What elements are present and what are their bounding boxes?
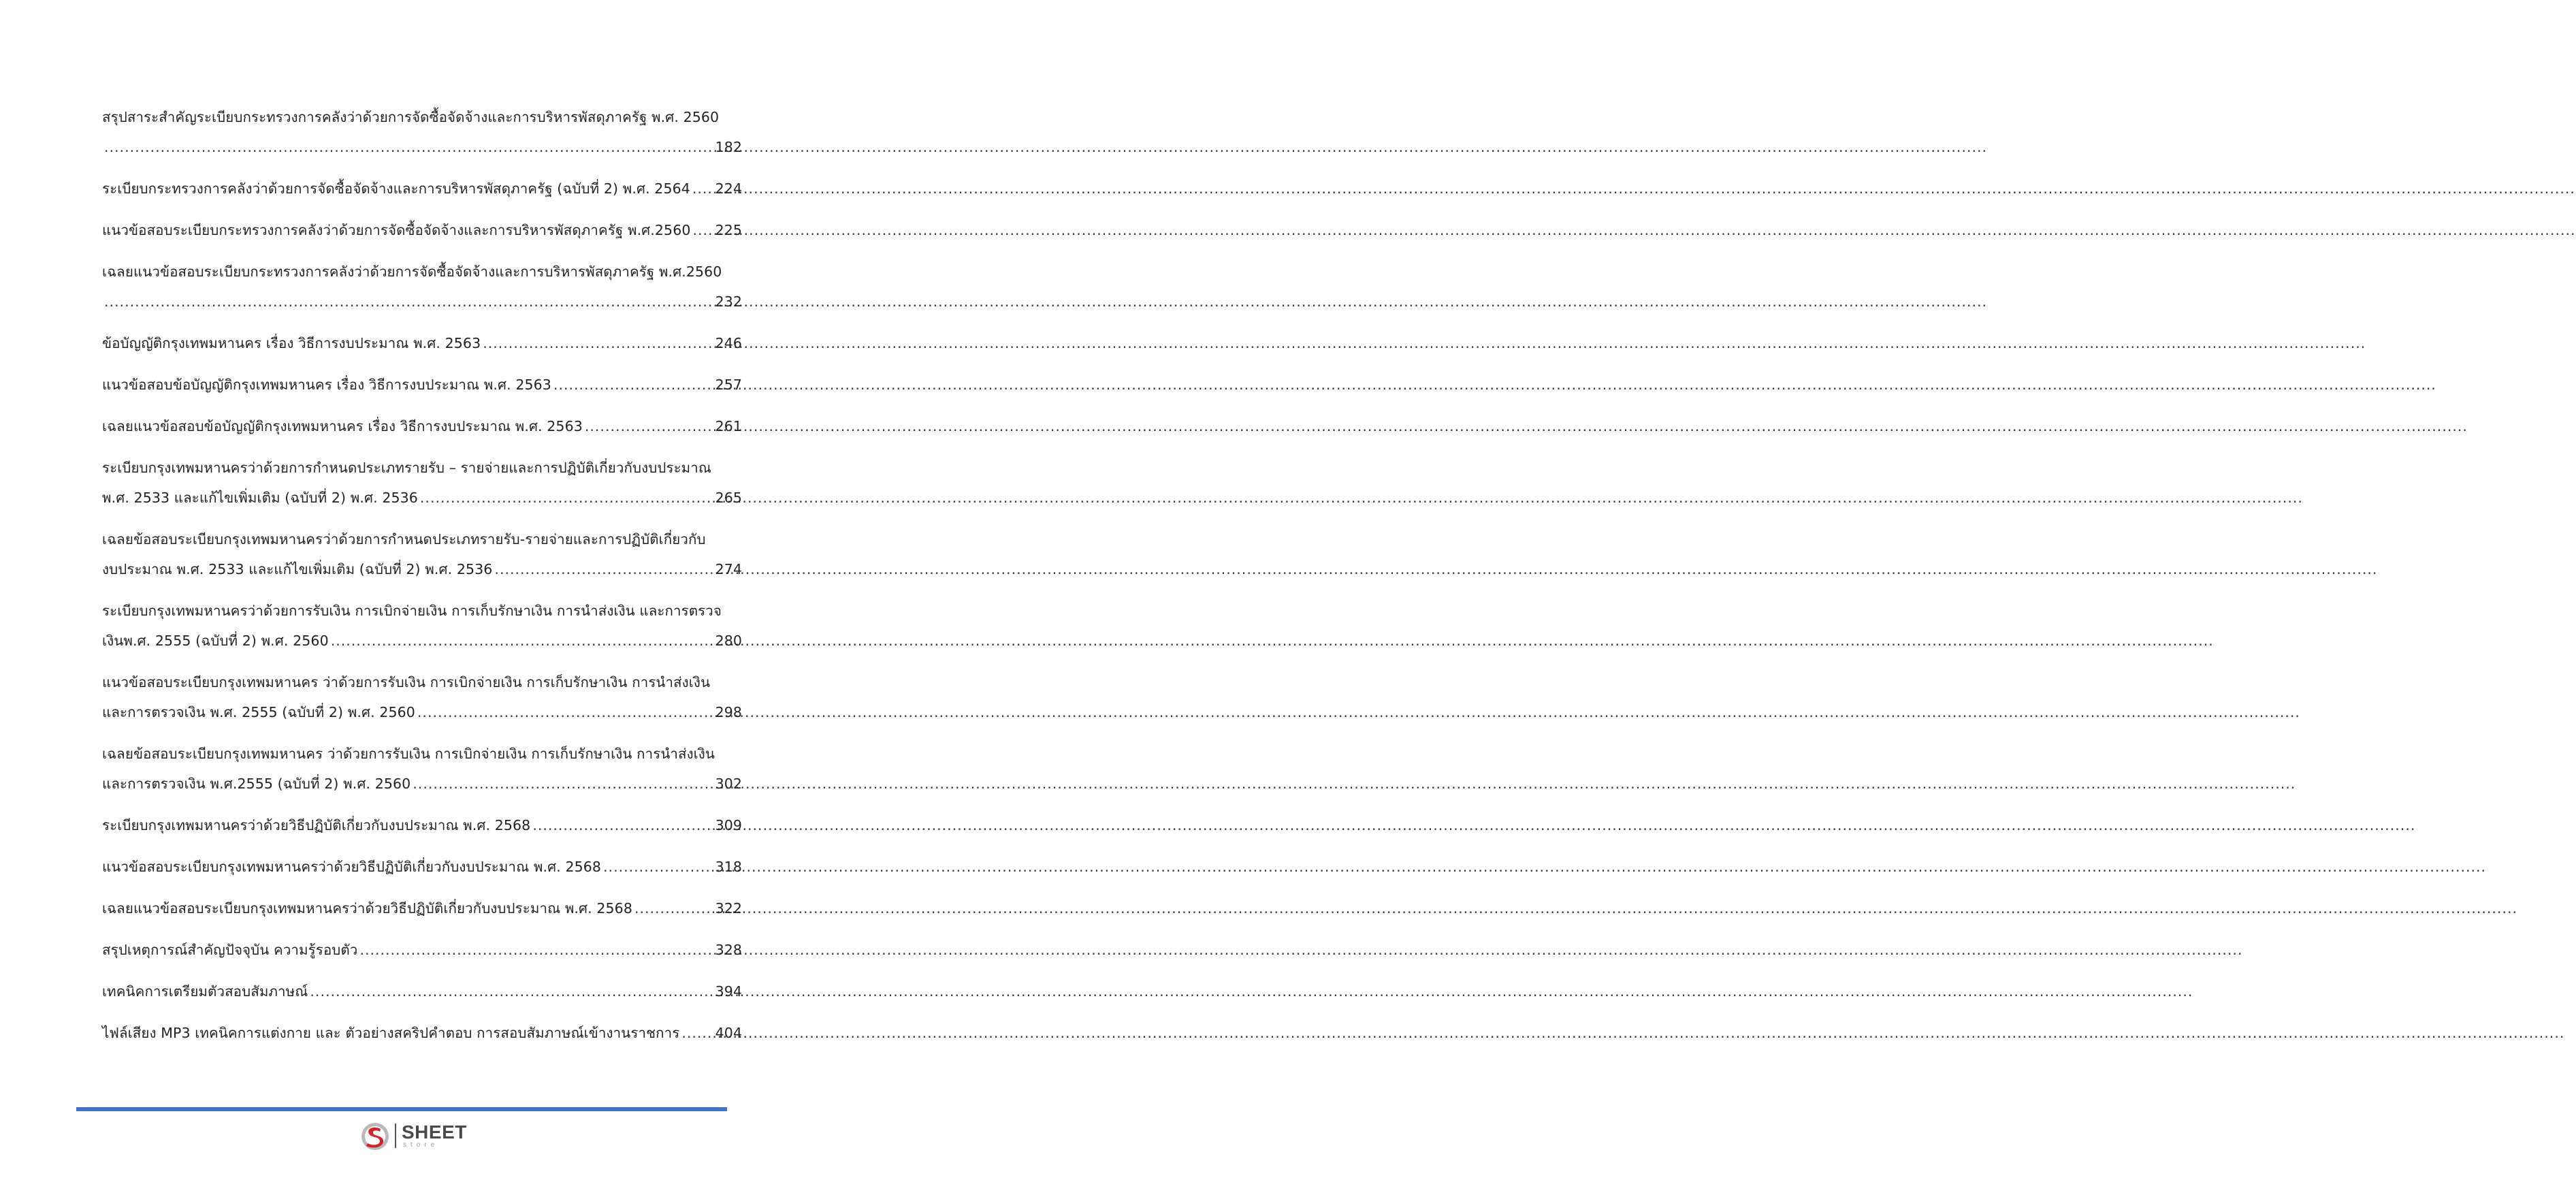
dot-leader — [681, 1018, 713, 1048]
toc-page-number: 328 — [715, 942, 742, 958]
toc-page-number: 404 — [715, 1025, 742, 1041]
toc-entry-title: สรุปเหตุการณ์สำคัญปัจจุบัน ความรู้รอบตัว — [102, 942, 358, 958]
toc-entry-line — [102, 215, 742, 245]
toc-entry-line — [102, 626, 742, 656]
toc-entry-line — [102, 174, 742, 204]
brand-name: SHEET — [402, 1121, 467, 1143]
toc-entry-title: เฉลยแนวข้อสอบข้อบัญญัติกรุงเทพมหานคร เรื่อง วิธีการงบประมาณ พ.ศ. 2563 — [102, 418, 583, 434]
toc-page-number: 280 — [715, 633, 742, 649]
toc-entry[interactable] — [102, 174, 742, 204]
dot-leader — [359, 935, 713, 965]
toc-page-number: 318 — [715, 859, 742, 875]
toc-page-number: 298 — [715, 704, 742, 720]
toc-entry-line — [102, 411, 742, 441]
toc-entry-line — [102, 554, 742, 584]
toc-entry[interactable] — [102, 739, 742, 799]
footer-divider — [76, 1107, 727, 1111]
toc-entry[interactable] — [102, 453, 742, 513]
toc-entry-title-line: ระเบียบกรุงเทพมหานครว่าด้วยการกำหนดประเภทรายรับ – รายจ่ายและการปฏิบัติเกี่ยวกับงบประมาณ — [102, 460, 712, 476]
toc-entry[interactable] — [102, 596, 742, 656]
toc-entry-line — [102, 370, 742, 400]
toc-page-number: 309 — [715, 817, 742, 833]
toc-entry-line — [102, 852, 742, 882]
toc-entry-line — [102, 1018, 742, 1048]
toc-page-number: 302 — [715, 776, 742, 792]
toc-entry[interactable] — [102, 215, 742, 245]
dot-leader — [532, 810, 713, 840]
toc-entry[interactable] — [102, 810, 742, 840]
dot-leader — [104, 287, 713, 317]
toc-entry-title: แนวข้อสอบข้อบัญญัติกรุงเทพมหานคร เรื่อง วิธีการงบประมาณ พ.ศ. 2563 — [102, 377, 551, 393]
toc-page-number: 265 — [715, 490, 742, 506]
toc-entry-title: แนวข้อสอบระเบียบกรุงเทพมหานครว่าด้วยวิธีปฏิบัติเกี่ยวกับงบประมาณ พ.ศ. 2568 — [102, 859, 602, 875]
toc-entry-title: เฉลยแนวข้อสอบระเบียบกรุงเทพมหานครว่าด้วยวิธีปฏิบัติเกี่ยวกับงบประมาณ พ.ศ. 2568 — [102, 900, 632, 917]
dot-leader — [413, 769, 713, 799]
dot-leader — [310, 976, 713, 1006]
toc-entry-line — [102, 132, 742, 162]
toc-entry-title-line: เฉลยแนวข้อสอบระเบียบกระทรวงการคลังว่าด้วยการจัดซื้อจัดจ้างและการบริหารพัสดุภาครัฐ พ.ศ.2560 — [102, 264, 722, 280]
toc-entry-line — [102, 769, 742, 799]
toc-entry[interactable] — [102, 935, 742, 965]
toc-entry-line — [102, 893, 742, 923]
toc-entry-line — [102, 483, 742, 513]
logo-wordmark — [402, 1123, 467, 1149]
toc-entry[interactable] — [102, 370, 742, 400]
toc-page-number: 232 — [715, 293, 742, 310]
dot-leader — [585, 411, 713, 441]
toc-entry-line — [102, 697, 742, 727]
toc-page-number: 225 — [715, 222, 742, 238]
dot-leader — [420, 483, 713, 513]
toc-entry[interactable] — [102, 976, 742, 1006]
toc-entry-title: และการตรวจเงิน พ.ศ. 2555 (ฉบับที่ 2) พ.ศ. 2560 — [102, 704, 415, 720]
dot-leader — [104, 132, 713, 162]
toc-page-number: 182 — [715, 139, 742, 155]
toc-entry[interactable] — [102, 257, 742, 317]
toc-entry-title: ไฟล์เสียง MP3 เทคนิคการแต่งกาย และ ตัวอย่างสคริปคำตอบ การสอบสัมภาษณ์เข้างานราชการ — [102, 1025, 680, 1041]
toc-page-number: 261 — [715, 418, 742, 434]
toc-entry[interactable] — [102, 852, 742, 882]
toc-entry[interactable] — [102, 893, 742, 923]
toc-entry-title: ระเบียบกรุงเทพมหานครว่าด้วยวิธีปฏิบัติเกี่ยวกับงบประมาณ พ.ศ. 2568 — [102, 817, 531, 833]
toc-entry-title-line: แนวข้อสอบระเบียบกรุงเทพมหานคร ว่าด้วยการรับเงิน การเบิกจ่ายเงิน การเก็บรักษาเงิน การนำส่งเงิน — [102, 674, 711, 690]
table-of-contents — [102, 102, 742, 1059]
toc-entry-line — [102, 976, 742, 1006]
dot-leader — [417, 697, 713, 727]
toc-entry[interactable] — [102, 411, 742, 441]
toc-entry-line — [102, 810, 742, 840]
brand-subtitle: store — [403, 1141, 439, 1149]
dot-leader — [603, 852, 713, 882]
toc-page-number: 394 — [715, 983, 742, 1000]
toc-entry-title-line: สรุปสาระสำคัญระเบียบกระทรวงการคลังว่าด้วยการจัดซื้อจัดจ้างและการบริหารพัสดุภาครัฐ พ.ศ. 2560 — [102, 109, 720, 125]
toc-entry-line — [102, 328, 742, 358]
dot-leader — [331, 626, 713, 656]
dot-leader — [494, 554, 713, 584]
toc-page-number: 274 — [715, 561, 742, 577]
toc-entry-title: และการตรวจเงิน พ.ศ.2555 (ฉบับที่ 2) พ.ศ. 2560 — [102, 776, 411, 792]
dot-leader — [693, 215, 713, 245]
toc-entry-title: แนวข้อสอบระเบียบกระทรวงการคลังว่าด้วยการจัดซื้อจัดจ้างและการบริหารพัสดุภาครัฐ พ.ศ.2560 — [102, 222, 691, 238]
toc-entry-title: ระเบียบกระทรวงการคลังว่าด้วยการจัดซื้อจัดจ้างและการบริหารพัสดุภาครัฐ (ฉบับที่ 2) พ.ศ. 2564 — [102, 180, 690, 197]
toc-page-number: 322 — [715, 900, 742, 917]
toc-entry-title-line: ระเบียบกรุงเทพมหานครว่าด้วยการรับเงิน การเบิกจ่ายเงิน การเก็บรักษาเงิน การนำส่งเงิน และการตรวจ — [102, 603, 722, 619]
toc-entry-title: งบประมาณ พ.ศ. 2533 และแก้ไขเพิ่มเติม (ฉบับที่ 2) พ.ศ. 2536 — [102, 561, 493, 577]
dot-leader — [692, 174, 713, 204]
toc-entry-line — [102, 935, 742, 965]
dot-leader — [483, 328, 713, 358]
toc-entry-title: ข้อบัญญัติกรุงเทพมหานคร เรื่อง วิธีการงบประมาณ พ.ศ. 2563 — [102, 335, 481, 351]
sheet-store-logo-icon — [359, 1120, 391, 1151]
toc-entry-title: พ.ศ. 2533 และแก้ไขเพิ่มเติม (ฉบับที่ 2) พ.ศ. 2536 — [102, 490, 418, 506]
toc-page-number: 224 — [715, 180, 742, 197]
toc-entry-title-line: เฉลยข้อสอบระเบียบกรุงเทพมหานครว่าด้วยการกำหนดประเภทรายรับ-รายจ่ายและการปฏิบัติเกี่ยวกับ — [102, 531, 706, 547]
logo-separator — [395, 1124, 396, 1148]
toc-entry-line — [102, 287, 742, 317]
toc-entry-title: เทคนิคการเตรียมตัวสอบสัมภาษณ์ — [102, 983, 308, 1000]
toc-entry[interactable] — [102, 328, 742, 358]
toc-entry-title: เงินพ.ศ. 2555 (ฉบับที่ 2) พ.ศ. 2560 — [102, 633, 329, 649]
dot-leader — [553, 370, 713, 400]
dot-leader — [634, 893, 713, 923]
toc-page-number: 246 — [715, 335, 742, 351]
footer-brand-logo — [359, 1119, 467, 1153]
toc-entry[interactable] — [102, 1018, 742, 1048]
toc-page-number: 257 — [715, 377, 742, 393]
toc-entry[interactable] — [102, 102, 742, 162]
toc-entry-title-line: เฉลยข้อสอบระเบียบกรุงเทพมหานคร ว่าด้วยการรับเงิน การเบิกจ่ายเงิน การเก็บรักษาเงิน การนำส่งเงิน — [102, 746, 715, 762]
toc-entry[interactable] — [102, 667, 742, 727]
toc-entry[interactable] — [102, 524, 742, 584]
